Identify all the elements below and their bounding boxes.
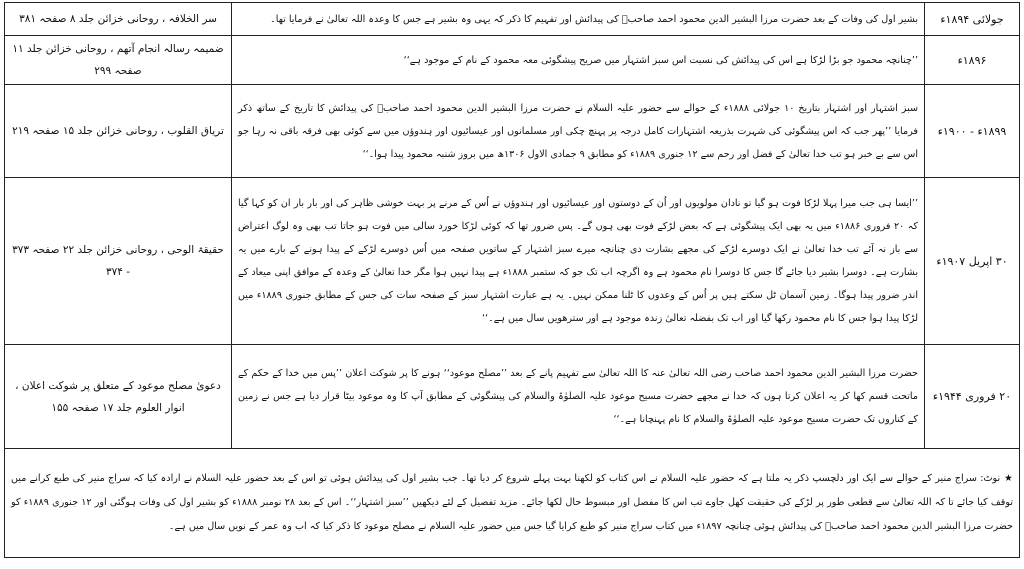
table-row [5, 85, 1020, 178]
row-reference: ضمیمہ رسالہ انجام آتھم ، روحانی خزائن جلد ۱۱ صفحہ ۲۹۹ [5, 36, 232, 85]
timeline-table [4, 2, 1020, 558]
footnote-text: نوٹ: سراج منیر کے حوالے سے ایک اور دلچسپ ذکر یہ ملتا ہے کہ حضور علیہ السلام نے اس کتاب کو لکھنا بہت پہلے شروع کر دیا تھا۔ جب بشیر اول کی پیدائش ہوئی تو اس کے بعد حضور علیہ السلام نے ارادہ کیا کہ سراج منیر کی طبع کرانے میں توقف کیا جائے تا کہ اللہ تعالیٰ سے قطعی طور پر لڑکے کی حقیقت کھل جاوے تب اس کا مفصل اور مبسوط حال لکھا جائے۔ مزید تفصیل کے لئے دیکھیں ’’سبز اشتہار‘‘۔ اس کے بعد ۲۸ نومبر ۱۸۸۸ء کو بشیر اول کی وفات ہوگئی اور ۱۲ جنوری ۱۸۸۹ء کو حضرت مرزا البشیر الدین محمود احمد صاحبؓ کی پیدائش ہوئی چنانچہ ۱۸۹۷ء میں کتاب سراج منیر کو طبع کرایا گیا جس میں حضور علیہ السلام نے مصلح موعود کا ذکر کیا کہ اب وہ عمر کے نویں سال میں ہے۔ [11, 473, 1014, 532]
footnote [5, 449, 1020, 558]
table-row [5, 345, 1020, 449]
row-description: بشیر اول کی وفات کے بعد حضرت مرزا البشیر الدین محمود احمد صاحبؓ کی پیدائش اور تفہیم کا ذکر کہ یہی وہ بشیر ہے جس کا وعدہ اللہ تعالیٰ نے فرمایا تھا۔ [232, 3, 925, 36]
row-date: ۳۰ اپریل ۱۹۰۷ء [925, 178, 1020, 345]
row-reference: دعویٰ مصلح موعود کے متعلق پر شوکت اعلان ، انوار العلوم جلد ۱۷ صفحہ ۱۵۵ [5, 345, 232, 449]
row-description: سبز اشتہار اور اشتہار بتاریخ ۱۰ جولائی ۱۸۸۸ء کے حوالے سے حضور علیہ السلام نے حضرت مرزا البشیر الدین محمود احمد صاحبؓ کی پیدائش کا تاریخ کے ساتھ ذکر فرمایا ’’پھر جب کہ اس پیشگوئی کی شہرت بذریعہ اشتہارات کامل درجہ پر پہنچ چکی اور مسلمانوں اور عیسائیوں اور ہندوؤں میں سے کوئی بھی فرقہ باقی نہ رہا جو اس سے بے خبر ہو تب خدا تعالیٰ کے فضل اور رحم سے ۱۲ جنوری ۱۸۸۹ء کو مطابق ۹ جمادی الاول ۱۳۰۶ھ میں بروز شنبہ محمود پیدا ہوا۔‘‘ [232, 85, 925, 178]
star-icon: ★ [1004, 473, 1013, 484]
row-description: حضرت مرزا البشیر الدین محمود احمد صاحب رضی اللہ تعالیٰ عنہ کا اللہ تعالیٰ سے تفہیم پانے کے بعد ’’مصلح موعود‘‘ ہونے کا پر شوکت اعلان ’’پس میں خدا کے حکم کے ماتحت قسم کھا کر یہ اعلان کرتا ہوں کہ خدا نے مجھے حضرت مسیح موعود علیہ الصلوٰۃ والسلام کی پیشگوئی کے مطابق آپ کا وہ موعود بیٹا قرار دیا ہے جس نے زمین کے کناروں تک حضرت مسیح موعود علیہ الصلوٰۃ والسلام کا نام پہنچانا ہے۔‘‘ [232, 345, 925, 449]
table-row [5, 3, 1020, 36]
row-reference: سر الخلافہ ، روحانی خزائن جلد ۸ صفحہ ۳۸۱ [5, 3, 232, 36]
table-row [5, 36, 1020, 85]
row-date: ۲۰ فروری ۱۹۴۴ء [925, 345, 1020, 449]
row-description: ’’ایسا ہی جب میرا پہلا لڑکا فوت ہو گیا تو نادان مولویوں اور اُن کے دوستوں اور عیسائیوں اور ہندوؤں نے اُس کے مرنے پر بہت خوشی ظاہر کی اور بار بار ان کو کہا گیا کہ ۲۰ فروری ۱۸۸۶ء میں یہ بھی ایک پیشگوئی ہے کہ بعض لڑکے فوت بھی ہوں گے۔ پس ضرور تھا کہ کوئی لڑکا خورد سالی میں فوت ہو جاتا تب بھی وہ لوگ اعتراض سے باز نہ آئے تب خدا تعالیٰ نے ایک دوسرے لڑکے کی مجھے بشارت دی چنانچہ میرے سبز اشتہار کے ساتویں صفحہ میں اُس دوسرے لڑکے کے پیدا ہونے کے بارے میں یہ بشارت ہے۔ دوسرا بشیر دیا جائے گا جس کا دوسرا نام محمود ہے وہ اگرچہ اب تک جو کہ ستمبر ۱۸۸۸ء ہے پیدا نہیں ہوا مگر خدا تعالیٰ کے وعدہ کے موافق اپنی میعاد کے اندر ضرور پیدا ہوگا۔ زمین آسمان ٹل سکتے ہیں پر اُس کے وعدوں کا ٹلنا ممکن نہیں۔ یہ ہے عبارت اشتہار سبز کے صفحہ سات کی جس کے مطابق جنوری ۱۸۸۹ء میں لڑکا پیدا ہوا جس کا نام محمود رکھا گیا اور اب تک بفضلہ تعالیٰ زندہ موجود ہے اور سترھویں سال میں ہے۔‘‘ [232, 178, 925, 345]
note-row [5, 449, 1020, 558]
row-description: ’’چنانچہ محمود جو بڑا لڑکا ہے اس کی پیدائش کی نسبت اس سبز اشتہار میں صریح پیشگوئی معہ محمود کے نام کے موجود ہے‘‘ [232, 36, 925, 85]
table-row [5, 178, 1020, 345]
row-date: ۱۸۹۶ء [925, 36, 1020, 85]
row-reference: حقیقۃ الوحی ، روحانی خزائن جلد ۲۲ صفحہ ۳۷۳ - ۳۷۴ [5, 178, 232, 345]
row-reference: تریاق القلوب ، روحانی خزائن جلد ۱۵ صفحہ ۲۱۹ [5, 85, 232, 178]
row-date: ۱۸۹۹ء - ۱۹۰۰ء [925, 85, 1020, 178]
row-date: جولائی ۱۸۹۴ء [925, 3, 1020, 36]
document-page [4, 2, 1020, 565]
